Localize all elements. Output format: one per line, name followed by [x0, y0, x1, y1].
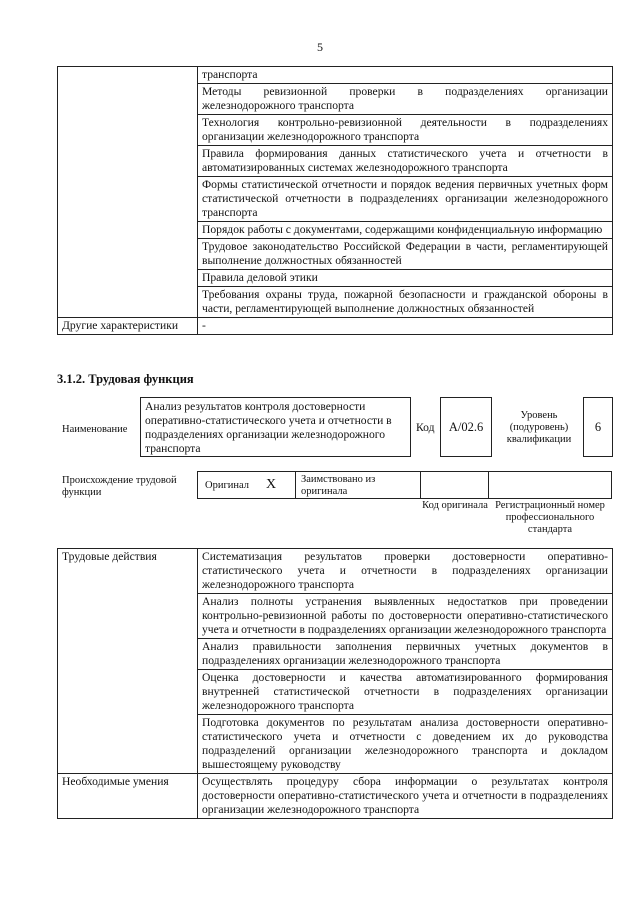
original-mark: X — [266, 477, 277, 492]
level-box — [583, 397, 613, 457]
reg-number-caption: Регистрационный номер профессионального стандарта — [495, 500, 605, 535]
borrowed-label: Заимствовано из оригинала — [301, 474, 376, 497]
table-row — [58, 549, 613, 594]
code-box — [440, 397, 492, 457]
level-label: Уровень (подуровень) квалификации — [506, 410, 572, 445]
action-item: Анализ полноты устранения выявленных недостатков при проведении контрольно-ревизионной работы по достоверности оперативно-статистического учета и отчетности в подразделениях организации железнодорожного транспорта — [198, 594, 613, 639]
knowledge-item: Методы ревизионной проверки в подразделениях организации железнодорожного транспорта — [198, 84, 613, 115]
table-row — [58, 67, 613, 84]
code-label: Код — [416, 421, 435, 434]
code-original-caption: Код оригинала — [422, 500, 488, 511]
other-characteristics-value: - — [198, 318, 613, 335]
divider — [295, 472, 296, 498]
table-row — [58, 318, 613, 335]
knowledge-item: транспорта — [198, 67, 613, 84]
divider — [488, 472, 489, 498]
knowledge-item: Правила формирования данных статистического учета и отчетности в автоматизированных системах железнодорожного транспорта — [198, 146, 613, 177]
knowledge-item: Порядок работы с документами, содержащими конфиденциальную информацию — [198, 222, 613, 239]
knowledge-item: Требования охраны труда, пожарной безопасности и гражданской обороны в части, регламентирующей выполнение должностных обязанностей — [198, 287, 613, 318]
origin-label: Происхождение трудовой функции — [62, 475, 177, 498]
action-item: Оценка достоверности и качества автоматизированного формирования внутренней статистической отчетности в подразделениях организации железнодорожного транспорта — [198, 670, 613, 715]
table-cell-empty — [58, 67, 198, 318]
other-characteristics-label: Другие характеристики — [58, 318, 198, 335]
original-label: Оригинал — [205, 480, 249, 491]
divider — [420, 472, 421, 498]
function-name-box — [140, 397, 411, 457]
function-name-text: Анализ результатов контроля достоверности оперативно-статистического учета и отчетности в подразделениях организации железнодорожного транспорта — [145, 400, 392, 455]
knowledge-item: Правила деловой этики — [198, 270, 613, 287]
page-number: 5 — [317, 40, 323, 54]
section-heading: 3.1.2. Трудовая функция — [57, 372, 194, 386]
knowledge-item: Трудовое законодательство Российской Федерации в части, регламентирующей выполнение должностных обязанностей — [198, 239, 613, 270]
name-label: Наименование — [62, 424, 128, 435]
level-value: 6 — [594, 420, 602, 434]
action-item: Систематизация результатов проверки достоверности оперативно-статистического учета и отчетности в подразделениях организации железнодорожного транспорта — [198, 549, 613, 594]
skills-label: Необходимые умения — [58, 774, 198, 819]
skill-item: Осуществлять процедуру сбора информации о результатах контроля достоверности оперативно-статистического учета и отчетности в подразделениях организации железнодорожного транспорта — [198, 774, 613, 819]
action-item: Анализ правильности заполнения первичных учетных документов в подразделениях организации железнодорожного транспорта — [198, 639, 613, 670]
table-row — [58, 774, 613, 819]
actions-table — [57, 548, 613, 819]
knowledge-item: Формы статистической отчетности и порядок ведения первичных учетных форм статистической отчетности в подразделениях организации железнодорожного транспорта — [198, 177, 613, 222]
actions-label: Трудовые действия — [58, 549, 198, 774]
origin-box — [197, 471, 612, 499]
action-item: Подготовка документов по результатам анализа достоверности оперативно-статистического учета и отчетности с доведением их до руководства подразделений организации железнодорожного транспорта и докладом вышестоящему руководству — [198, 715, 613, 774]
code-value: А/02.6 — [448, 420, 484, 434]
knowledge-item: Технология контрольно-ревизионной деятельности в подразделениях организации железнодорожного транспорта — [198, 115, 613, 146]
knowledge-table — [57, 66, 613, 335]
